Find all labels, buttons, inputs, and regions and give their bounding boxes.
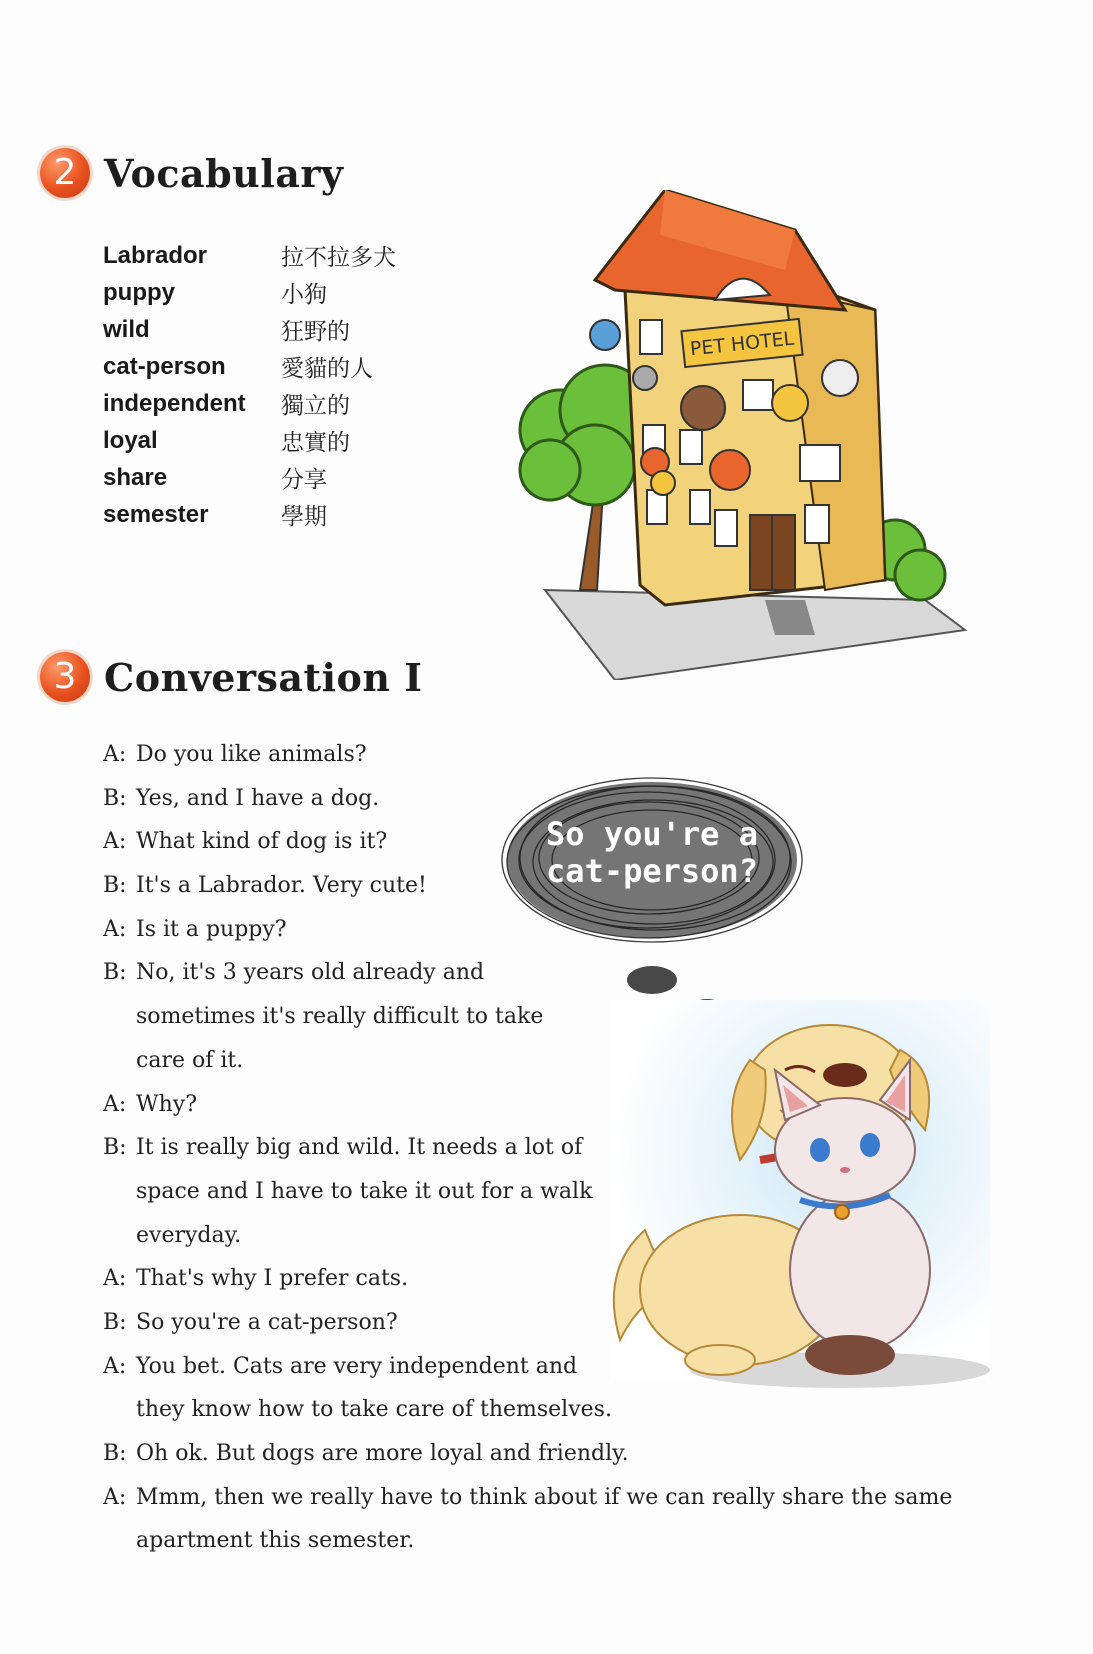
vocab-word: independent	[103, 389, 246, 417]
speaker-label: B:	[103, 1135, 127, 1161]
vocab-item	[103, 274, 396, 311]
vocab-item	[103, 459, 396, 496]
speaker-label: B:	[103, 1309, 127, 1335]
dialogue-line	[103, 1257, 943, 1301]
bubble-text-line2: cat-person?	[546, 852, 758, 890]
vocab-item	[103, 348, 396, 385]
dialogue-line-continued	[103, 1039, 943, 1083]
dialogue-line	[103, 864, 943, 908]
vocab-item	[103, 385, 396, 422]
dialogue-text: space and I have to take it out for a walk	[136, 1178, 593, 1204]
dialogue-text: Why?	[136, 1091, 198, 1117]
vocab-meaning: 忠實的	[281, 430, 350, 456]
vocab-item	[103, 496, 396, 533]
dialogue-text: It's a Labrador. Very cute!	[136, 873, 427, 899]
vocab-word: Labrador	[103, 241, 208, 269]
dialogue-line	[103, 1083, 943, 1127]
dialogue-line-continued	[103, 1388, 943, 1432]
dialogue-line-continued	[103, 1170, 943, 1214]
dialogue-text: care of it.	[136, 1047, 244, 1073]
vocab-item	[103, 311, 396, 348]
dialogue-text: You bet. Cats are very independent and	[136, 1353, 578, 1379]
dialogue-text: Oh ok. But dogs are more loyal and friendly.	[136, 1441, 629, 1466]
dialogue-text: What kind of dog is it?	[136, 829, 388, 855]
vocab-meaning: 小狗	[281, 282, 327, 308]
dialogue-text: sometimes it's really difficult to take	[136, 1004, 544, 1030]
speaker-label: B:	[103, 785, 127, 811]
vocab-meaning: 拉不拉多犬	[281, 245, 396, 271]
dialogue-text: No, it's 3 years old already and	[136, 960, 485, 986]
vocab-meaning: 分享	[281, 467, 327, 493]
conversation-heading	[40, 652, 422, 702]
dialogue-text: Do you like animals?	[136, 742, 367, 767]
vocab-word: wild	[103, 315, 150, 343]
vocab-word: semester	[103, 500, 209, 528]
conversation	[103, 733, 953, 1563]
dialogue-text: Yes, and I have a dog.	[136, 785, 380, 811]
speaker-label: A:	[103, 1484, 127, 1510]
speaker-label: B:	[103, 873, 127, 899]
bubble-text-line1: So you're a	[546, 815, 758, 853]
speaker-label: A:	[103, 1353, 127, 1379]
dialogue-line	[103, 908, 943, 952]
dialogue-line	[103, 733, 943, 777]
vocab-word: puppy	[103, 278, 175, 306]
dialogue-text: they know how to take care of themselves.	[136, 1397, 612, 1423]
dialogue-line	[103, 777, 943, 821]
vocab-meaning: 愛貓的人	[281, 356, 373, 382]
speaker-label: A:	[103, 1091, 127, 1117]
section-number-badge: 3	[40, 652, 90, 702]
vocabulary-list	[103, 237, 396, 533]
dialogue-line	[103, 1126, 943, 1170]
vocab-word: cat-person	[103, 352, 226, 380]
vocab-meaning: 獨立的	[281, 393, 350, 419]
section-number-badge: 2	[40, 148, 90, 198]
dialogue-line	[103, 1432, 943, 1476]
speaker-label: A:	[103, 742, 127, 767]
vocabulary-heading	[40, 148, 343, 198]
dialogue-line-continued	[103, 1519, 943, 1563]
dialogue-line	[103, 951, 943, 995]
dialogue-line-continued	[103, 995, 943, 1039]
dialogue-line	[103, 820, 943, 864]
dialogue-line-continued	[103, 1214, 943, 1258]
vocab-item	[103, 237, 396, 274]
section-title: Vocabulary	[104, 150, 344, 196]
speaker-label: B:	[103, 1441, 127, 1466]
dialogue-text: apartment this semester.	[136, 1528, 415, 1554]
hotel-sign: PET HOTEL	[688, 327, 796, 361]
vocab-word: share	[103, 463, 168, 491]
dialogue-line	[103, 1301, 943, 1345]
dialogue-text: That's why I prefer cats.	[136, 1266, 409, 1292]
dialogue-text: So you're a cat-person?	[136, 1309, 398, 1335]
speaker-label: A:	[103, 829, 127, 855]
speaker-label: A:	[103, 916, 127, 942]
vocab-meaning: 狂野的	[281, 319, 350, 345]
dialogue-text: everyday.	[136, 1222, 242, 1248]
dialogue-line	[103, 1476, 953, 1520]
pet-hotel-illustration	[485, 190, 975, 680]
vocab-meaning: 學期	[281, 504, 327, 530]
speaker-label: A:	[103, 1266, 127, 1292]
vocab-word: loyal	[103, 426, 158, 454]
dialogue-text: Mmm, then we really have to think about if we can really share the same	[136, 1484, 953, 1510]
vocab-item	[103, 422, 396, 459]
dialogue-line	[103, 1345, 943, 1389]
dialogue-text: Is it a puppy?	[136, 916, 287, 942]
section-title: Conversation I	[104, 654, 423, 700]
speaker-label: B:	[103, 960, 127, 986]
dialogue-text: It is really big and wild. It needs a lot of	[136, 1135, 583, 1161]
